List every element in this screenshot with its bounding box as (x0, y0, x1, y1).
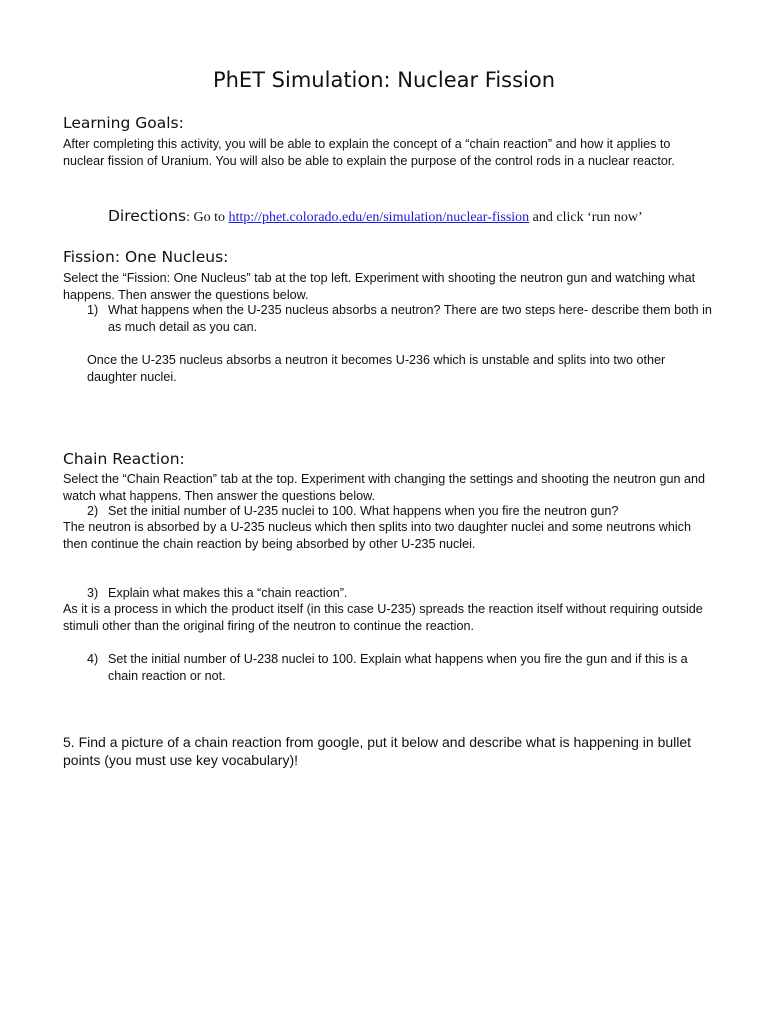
question-4-number: 4) (87, 652, 99, 666)
question-2-text: Set the initial number of U-235 nuclei to 100. What happens when you fire the neutron gun? (108, 504, 619, 518)
chain-heading: Chain Reaction: (63, 450, 185, 468)
question-1 (87, 302, 717, 335)
question-2-number: 2) (87, 504, 99, 518)
learning-goals-text: After completing this activity, you will be able to explain the concept of a “chain reaction” and how it applies to nuclear fission of Uranium. You will also be able to explain the purpose of the control rods in a nuclear reactor. (63, 137, 675, 168)
fission-intro: Select the “Fission: One Nucleus” tab at the top left. Experiment with shooting the neutron gun and watching what happens. Then answer the questions below. (63, 271, 696, 302)
question-3 (87, 585, 717, 602)
question-1-text: What happens when the U-235 nucleus absorbs a neutron? There are two steps here- describe them both in as much detail as you can. (108, 303, 712, 334)
question-3-text: Explain what makes this a “chain reaction”. (108, 586, 348, 600)
directions-label: Directions (108, 207, 187, 225)
simulation-link[interactable]: http://phet.colorado.edu/en/simulation/nuclear-fission (228, 210, 530, 225)
directions-go-to: Go to (190, 210, 229, 225)
fission-heading: Fission: One Nucleus: (63, 248, 229, 266)
directions-run-now: and click ‘run now’ (529, 210, 643, 225)
page-title: PhET Simulation: Nuclear Fission (212, 68, 556, 92)
answer-2: The neutron is absorbed by a U-235 nucleus which then splits into two daughter nuclei and some neutrons which then continue the chain reaction by being absorbed by other U-235 nuclei. (63, 520, 691, 551)
answer-1: Once the U-235 nucleus absorbs a neutron it becomes U-236 which is unstable and splits into two other daughter nuclei. (87, 353, 666, 384)
directions-line (108, 207, 643, 226)
answer-3: As it is a process in which the product itself (in this case U-235) spreads the reaction itself without requiring outside stimuli other than the original firing of the neutron to continue the reaction. (63, 602, 703, 633)
question-2 (87, 503, 717, 520)
question-1-number: 1) (87, 303, 99, 317)
question-4 (87, 651, 717, 684)
learning-goals-heading: Learning Goals: (63, 114, 184, 132)
question-5: 5. Find a picture of a chain reaction from google, put it below and describe what is happening in bullet points (you must use key vocabulary)! (63, 734, 692, 768)
directions-colon: : (186, 210, 190, 225)
question-4-text: Set the initial number of U-238 nuclei to 100. Explain what happens when you fire the gun and if this is a chain reaction or not. (108, 652, 688, 683)
chain-intro: Select the “Chain Reaction” tab at the top. Experiment with changing the settings and shooting the neutron gun and watch what happens. Then answer the questions below. (63, 472, 705, 503)
question-3-number: 3) (87, 586, 99, 600)
